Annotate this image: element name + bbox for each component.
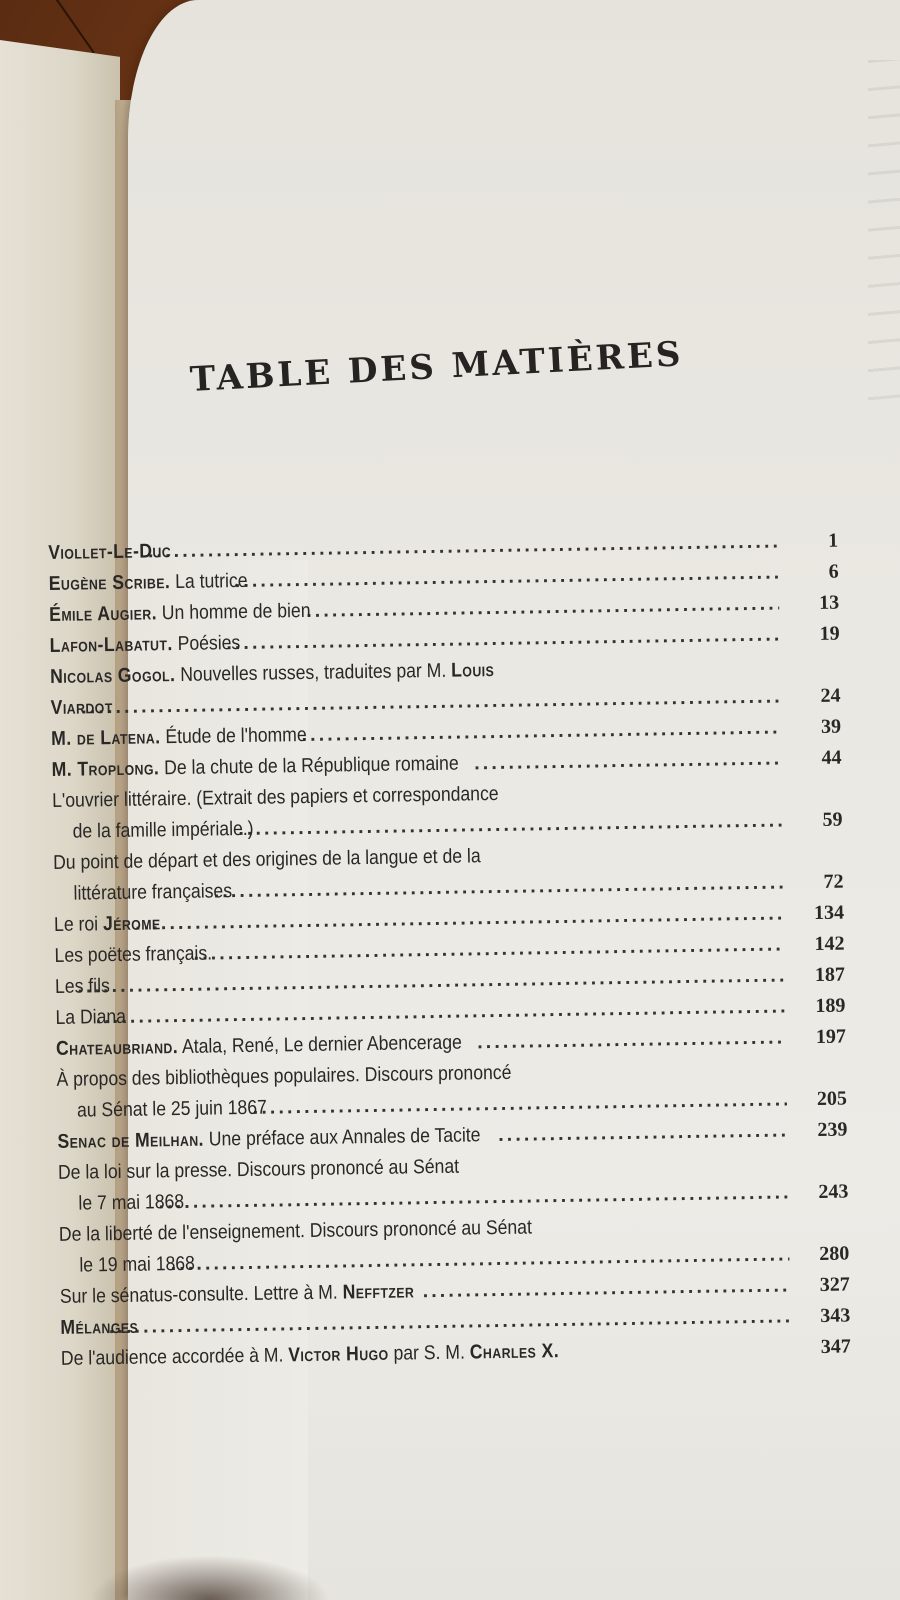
toc-page-number: 343	[820, 1304, 851, 1327]
table-of-contents	[48, 525, 861, 1374]
toc-page-number: 13	[818, 591, 840, 614]
toc-entry-text: Eugène Scribe. La tutrice	[48, 569, 248, 595]
toc-entry-text-continued: de la famille impériale.)	[72, 817, 254, 843]
toc-page-number: 239	[817, 1118, 848, 1141]
show-through-text	[868, 60, 900, 400]
toc-entry-text: Les fils	[54, 975, 110, 998]
toc-entry-text: M. de Latena. Étude de l'homme	[50, 723, 307, 750]
toc-page-number: 59	[822, 808, 843, 831]
toc-page-number: 189	[815, 994, 846, 1018]
toc-page-number: 205	[816, 1087, 848, 1110]
toc-page-number: 197	[815, 1025, 847, 1048]
toc-entry-text: Le roi Jérome	[53, 912, 161, 936]
toc-page-number: 243	[818, 1180, 849, 1203]
toc-entry-text: Les poëtes français.	[54, 942, 213, 967]
toc-entry-text-continued: le 7 mai 1868	[78, 1190, 185, 1215]
toc-entry-text: Viollet-Le-Duc	[48, 540, 172, 564]
toc-page-number: 187	[814, 963, 846, 987]
page-title: TABLE DES MATIÈRES	[188, 334, 685, 400]
toc-entry-text-continued: Viardot	[50, 696, 113, 719]
leader-dots	[498, 1115, 788, 1151]
toc-page-number: 142	[814, 932, 845, 956]
toc-entry-text: De l'audience accordée à M. Victor Hugo par S. M. Charles X.	[60, 1340, 560, 1370]
toc-page-number: 39	[820, 715, 842, 738]
toc-page-number: 280	[819, 1242, 850, 1265]
toc-entry-text-continued: au Sénat le 25 juin 1867	[76, 1096, 267, 1122]
leader-dots	[474, 744, 782, 780]
toc-entry-text: De la liberté de l'enseignement. Discours prononcé au Sénat	[58, 1216, 533, 1246]
toc-entry-text: Mélanges	[60, 1315, 139, 1339]
toc-page-number: 44	[821, 746, 842, 769]
toc-entry-text: L'ouvrier littéraire. (Extrait des papiers et correspondance	[51, 782, 499, 812]
toc-entry-text: Du point de départ et des origines de la langue et de la	[52, 845, 481, 874]
toc-entry-text-continued: littérature françaises	[73, 880, 233, 905]
toc-entry-text: La Diana	[55, 1005, 127, 1029]
toc-page-number: 327	[819, 1273, 850, 1296]
toc-page-number: 24	[820, 684, 841, 707]
toc-entry-text: Nicolas Gogol. Nouvelles russes, traduites par M. Louis	[50, 659, 495, 688]
toc-entry-text: Sur le sénatus-consulte. Lettre à M. Nefftzer	[59, 1280, 415, 1308]
toc-entry-text: À propos des bibliothèques populaires. Discours prononcé	[56, 1061, 512, 1091]
toc-page-number: 1	[827, 529, 839, 552]
leader-dots	[477, 1022, 786, 1058]
toc-entry-text-continued: le 19 mai 1868	[79, 1252, 196, 1277]
toc-entry-text: Émile Augier. Un homme de bien	[49, 599, 311, 626]
toc-entry-text: De la loi sur la presse. Discours prononcé au Sénat	[57, 1155, 460, 1184]
toc-page-number: 72	[823, 870, 844, 893]
toc-page-number: 19	[819, 622, 840, 645]
toc-entry-text: Chateaubriand. Atala, René, Le dernier Abencerage	[55, 1031, 462, 1060]
toc-entry-text: M. Troplong. De la chute de la République romaine	[51, 752, 459, 781]
toc-entry-text: Lafon-Labatut. Poésies	[49, 631, 241, 657]
toc-page-number: 134	[813, 901, 845, 925]
toc-entry-text: Senac de Meilhan. Une préface aux Annales de Tacite	[57, 1124, 481, 1153]
toc-page-number: 6	[828, 560, 839, 583]
toc-page-number: 347	[820, 1335, 851, 1358]
